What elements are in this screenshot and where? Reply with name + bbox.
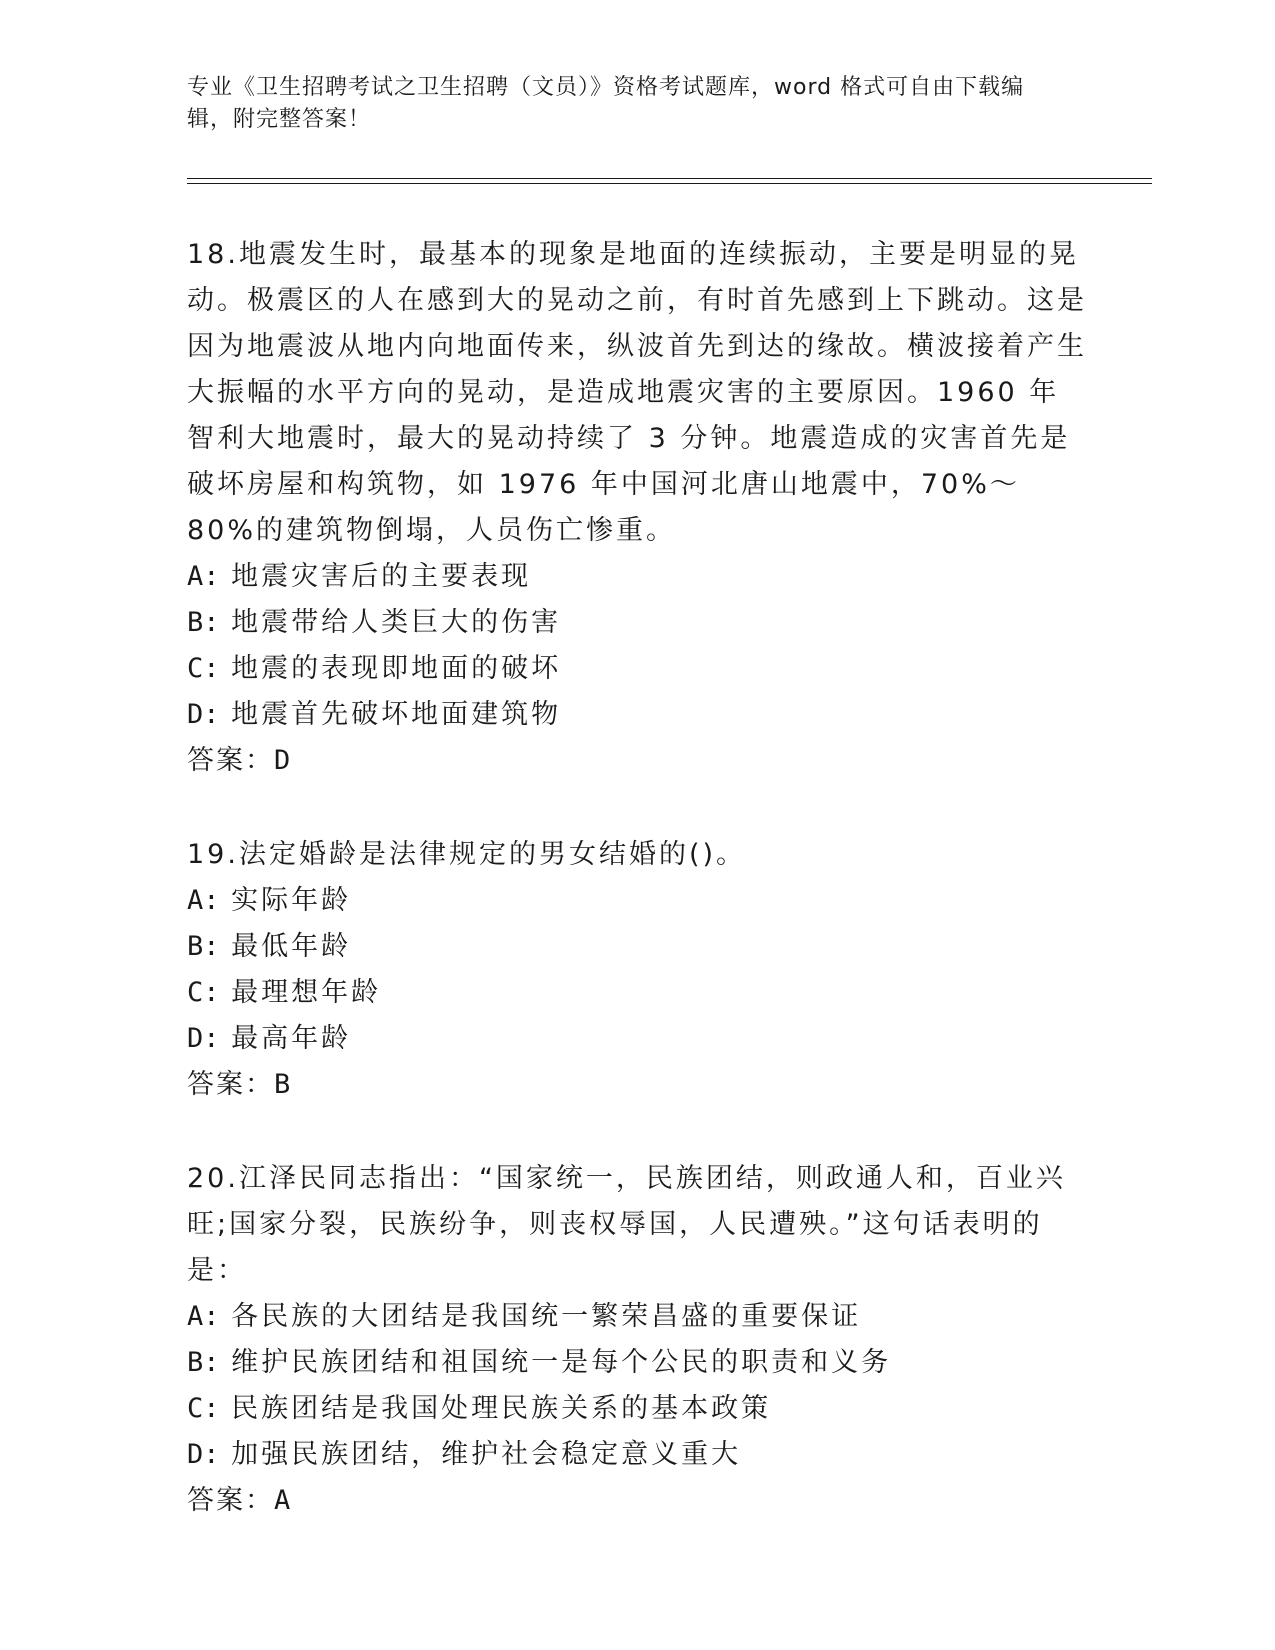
option-letter: D: [187,1023,220,1054]
option-letter: A: [187,885,220,916]
option-text: 各民族的大团结是我国统一繁荣昌盛的重要保证 [231,1301,862,1332]
option-text: 最高年龄 [231,1023,352,1054]
answer-line [187,738,1087,784]
option-letter: C: [187,653,220,684]
question-stem: 20.江泽民同志指出：“国家统一，民族团结，则政通人和，百业兴旺;国家分裂，民族纷争，则丧权辱国，人民遭殃。”这句话表明的是： [187,1163,1066,1286]
option-letter: B: [187,607,220,638]
answer-value: A [274,1485,293,1516]
option-b [187,600,1087,646]
option-c [187,970,1087,1016]
option-b [187,1340,1087,1386]
question-list [187,232,1087,1572]
option-d [187,1016,1087,1062]
question-18 [187,232,1087,784]
option-text: 实际年龄 [231,885,352,916]
question-stem: 19.法定婚龄是法律规定的男女结婚的()。 [187,839,747,870]
header-divider-top [187,178,1152,179]
option-text: 地震的表现即地面的破坏 [231,653,562,684]
option-a [187,1294,1087,1340]
option-text: 民族团结是我国处理民族关系的基本政策 [231,1393,772,1424]
answer-line [187,1062,1087,1108]
option-letter: B: [187,1347,220,1378]
answer-label: 答案： [187,1485,274,1516]
answer-label: 答案： [187,1069,274,1100]
answer-line [187,1478,1087,1524]
option-letter: C: [187,977,220,1008]
option-letter: A: [187,1301,220,1332]
option-text: 维护民族团结和祖国统一是每个公民的职责和义务 [231,1347,892,1378]
option-a [187,878,1087,924]
header-divider-bottom [187,183,1152,184]
answer-label: 答案： [187,745,274,776]
option-letter: A: [187,561,220,592]
option-text: 地震灾害后的主要表现 [231,561,532,592]
question-20 [187,1156,1087,1524]
question-stem: 18.地震发生时，最基本的现象是地面的连续振动，主要是明显的晃动。极震区的人在感到大的晃动之前，有时首先感到上下跳动。这是因为地震波从地内向地面传来，纵波首先到达的缘故。横波接着产生大振幅的水平方向的晃动，是造成地震灾害的主要原因。1960 年智利大地震时，最大的晃动持续了 3 分钟。地震造成的灾害首先是破坏房屋和构筑物，如 1976 年中国河北唐山地震中，70%～80%的建筑物倒塌，人员伤亡惨重。 [187,239,1087,546]
option-letter: D: [187,1439,220,1470]
option-letter: C: [187,1393,220,1424]
option-a [187,554,1087,600]
option-letter: B: [187,931,220,962]
option-text: 地震首先破坏地面建筑物 [231,699,562,730]
option-text: 最理想年龄 [231,977,382,1008]
option-d [187,692,1087,738]
option-b [187,924,1087,970]
question-19 [187,832,1087,1108]
option-d [187,1432,1087,1478]
option-text: 加强民族团结，维护社会稳定意义重大 [231,1439,742,1470]
answer-value: D [274,745,293,776]
option-c [187,1386,1087,1432]
option-text: 最低年龄 [231,931,352,962]
option-letter: D: [187,699,220,730]
option-text: 地震带给人类巨大的伤害 [231,607,562,638]
option-c [187,646,1087,692]
document-header: 专业《卫生招聘考试之卫生招聘（文员）》资格考试题库，word 格式可自由下载编辑，附完整答案！ [187,75,1025,132]
answer-value: B [274,1069,293,1100]
